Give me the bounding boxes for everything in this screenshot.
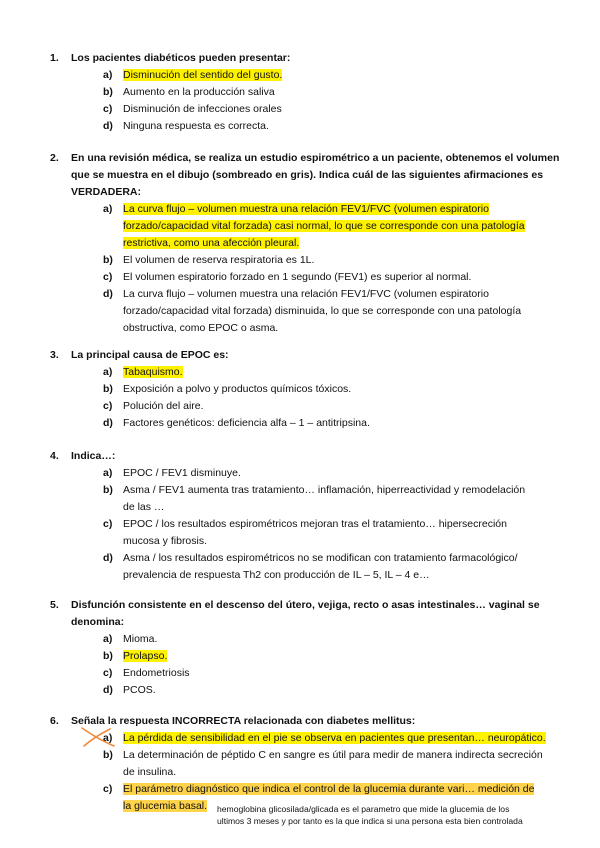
question-text: En una revisión médica, se realiza un estudio espirométrico a un paciente, obtenemos el volumen que se muestra en el dibujo (sombreado en gris). Indica cuál de las siguientes afirmaciones es VERDADERA: — [71, 152, 560, 198]
question-text: Señala la respuesta INCORRECTA relacionada con diabetes mellitus: — [71, 715, 416, 727]
option-a: a) EPOC / FEV1 disminuye. — [103, 467, 241, 479]
question-header — [50, 347, 570, 364]
question-1 — [50, 50, 570, 135]
question-number: 2. — [50, 152, 59, 164]
option-a: a) Tabaquismo. — [103, 366, 183, 378]
option-a: a) Mioma. — [103, 633, 158, 645]
question-5 — [50, 597, 570, 699]
question-2 — [50, 150, 570, 337]
option-a: a) La curva flujo – volumen muestra una relación FEV1/FVC (volumen espiratorio forzado/capacidad vital forzada) casi normal, lo que se corresponde con una patología restrictiva, como una afección pleural. — [103, 203, 525, 249]
option-d: d) PCOS. — [103, 684, 156, 696]
question-number: 5. — [50, 599, 59, 611]
option-c: c) Endometriosis — [103, 667, 190, 679]
question-text: La principal causa de EPOC es: — [71, 349, 229, 361]
question-6 — [50, 713, 570, 815]
option-d: d) La curva flujo – volumen muestra una relación FEV1/FVC (volumen espiratorio forzado/capacidad vital forzada) disminuida, lo que se corresponde con una patología obstructiva, como EPOC o asma. — [103, 288, 522, 334]
note-line: hemoglobina glicosilada/glicada es el parametro que mide la glucemia de los — [217, 804, 510, 814]
question-number: 4. — [50, 450, 59, 462]
option-a: a) Disminución del sentido del gusto. — [103, 69, 283, 81]
question-number: 3. — [50, 349, 59, 361]
option-a: a) La pérdida de sensibilidad en el pie se observa en pacientes que presentan… neuropático. — [103, 732, 546, 744]
option-c: c) El parámetro diagnóstico que indica el control de la glucemia durante vari… medición de la glucemia basal. — [103, 783, 535, 812]
option-b: b) El volumen de reserva respiratoria es 1L. — [103, 254, 315, 266]
question-text: Disfunción consistente en el descenso del útero, vejiga, recto o asas intestinales… vaginal se denomina: — [71, 599, 540, 628]
option-c: c) Disminución de infecciones orales — [103, 103, 282, 115]
option-d: d) Asma / los resultados espirométricos no se modifican con tratamiento farmacológico/ prevalencia de respuesta Th2 con producción de IL – 5, IL – 4 e… — [103, 552, 518, 581]
option-d: d) Factores genéticos: deficiencia alfa – 1 – antitripsina. — [103, 417, 370, 429]
question-number: 6. — [50, 715, 59, 727]
question-header — [50, 150, 570, 201]
question-header — [50, 597, 570, 631]
option-d: d) Ninguna respuesta es correcta. — [103, 120, 269, 132]
option-c: c) Polución del aire. — [103, 400, 204, 412]
question-header — [50, 713, 570, 730]
option-c: c) EPOC / los resultados espirométricos mejoran tras el tratamiento… hipersecreción mucosa y fibrosis. — [103, 518, 507, 547]
option-b: b) Asma / FEV1 aumenta tras tratamiento… inflamación, hiperreactividad y remodelación de las … — [103, 484, 526, 513]
question-header — [50, 448, 570, 465]
option-c: c) El volumen espiratorio forzado en 1 segundo (FEV1) es superior al normal. — [103, 271, 472, 283]
question-text: Los pacientes diabéticos pueden presentar: — [71, 52, 291, 64]
cross-mark-icon — [80, 726, 116, 748]
question-text: Indica…: — [71, 450, 116, 462]
question-number: 1. — [50, 52, 59, 64]
option-b: b) Aumento en la producción saliva — [103, 86, 275, 98]
option-b: b) Prolapso. — [103, 650, 168, 662]
handwritten-note — [217, 803, 592, 827]
option-b: b) Exposición a polvo y productos químicos tóxicos. — [103, 383, 352, 395]
question-3 — [50, 347, 570, 432]
question-4 — [50, 448, 570, 584]
question-header — [50, 50, 570, 67]
note-line: ultimos 3 meses y por tanto es la que indica si una persona esta bien controlada — [217, 816, 523, 826]
option-b: b) La determinación de péptido C en sangre es útil para medir de manera indirecta secreción de insulina. — [103, 749, 543, 778]
